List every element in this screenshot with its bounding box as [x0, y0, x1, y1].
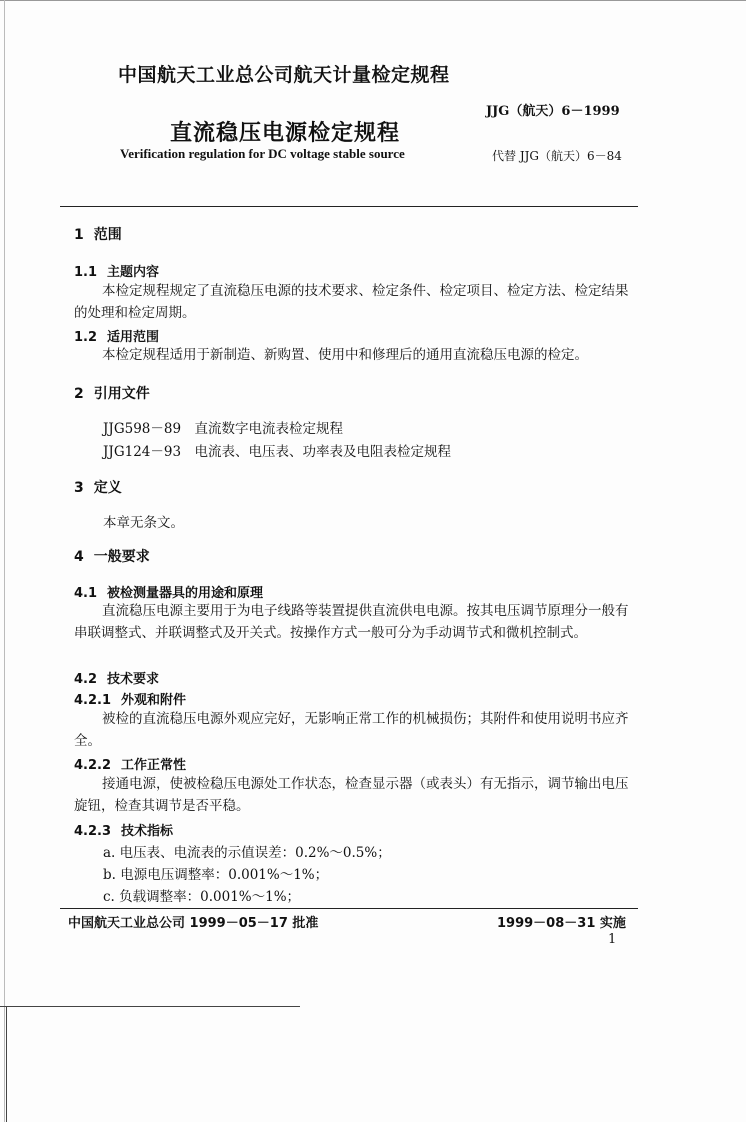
page-number: 1	[608, 932, 617, 947]
section-1-2-heading: 1.2 适用范围	[74, 330, 160, 345]
reference-item: JJG124－93 电流表、电压表、功率表及电阻表检定规程	[103, 444, 452, 460]
effective-date: 1999－08－31 实施	[497, 916, 626, 931]
section-4-2-3-heading: 4.2.3 技术指标	[74, 824, 174, 839]
section-4-heading: 4 一般要求	[74, 549, 150, 565]
section-2-heading: 2 引用文件	[74, 386, 150, 402]
section-4-2-2-heading: 4.2.2 工作正常性	[74, 758, 187, 773]
header-divider	[60, 206, 638, 207]
document-title: 直流稳压电源检定规程	[170, 121, 401, 146]
section-4-1-text: 直流稳压电源主要用于为电子线路等装置提供直流供电电源。按其电压调节原理分一般有串联调整式、并联调整式及开关式。按操作方式一般可分为手动调节式和微机控制式。	[74, 603, 629, 641]
scan-crop-mark	[0, 1006, 300, 1007]
footer-divider	[60, 908, 638, 909]
reference-item: JJG598－89 直流数字电流表检定规程	[103, 421, 344, 437]
section-4-1-heading: 4.1 被检测量器具的用途和原理	[74, 586, 264, 601]
document-subtitle-english: Verification regulation for DC voltage stable source	[120, 146, 405, 161]
section-1-1-heading: 1.1 主题内容	[74, 265, 160, 280]
spec-item: b. 电源电压调整率：0.001%～1%；	[103, 867, 329, 883]
scan-crop-mark	[6, 1006, 7, 1122]
section-4-2-2-text: 接通电源，使被检稳压电源处工作状态，检查显示器（或表头）有无指示，调节输出电压旋钮，检查其调节是否平稳。	[74, 776, 629, 814]
issuing-organization: 中国航天工业总公司航天计量检定规程	[118, 64, 450, 86]
section-4-2-heading: 4.2 技术要求	[74, 672, 160, 687]
section-3-heading: 3 定义	[74, 480, 122, 496]
scan-left-edge	[4, 0, 5, 1122]
section-4-2-1-text: 被检的直流稳压电源外观应完好，无影响正常工作的机械损伤；其附件和使用说明书应齐全。	[74, 711, 629, 749]
section-4-2-1-heading: 4.2.1 外观和附件	[74, 693, 187, 708]
scan-top-edge	[0, 0, 746, 1]
section-1-1-text: 本检定规程规定了直流稳压电源的技术要求、检定条件、检定项目、检定方法、检定结果的处理和检定周期。	[74, 283, 629, 321]
spec-item: a. 电压表、电流表的示值误差：0.2%～0.5%；	[103, 845, 391, 861]
section-3-text: 本章无条文。	[103, 515, 184, 531]
section-1-2-text: 本检定规程适用于新制造、新购置、使用中和修理后的通用直流稳压电源的检定。	[102, 347, 588, 363]
replaces-note: 代替 JJG（航天）6－84	[492, 149, 622, 163]
section-1-heading: 1 范围	[74, 227, 122, 243]
approval-date: 中国航天工业总公司 1999－05－17 批准	[68, 916, 319, 931]
regulation-code: JJG（航天）6－1999	[486, 104, 620, 119]
spec-item: c. 负载调整率：0.001%～1%；	[103, 889, 301, 905]
